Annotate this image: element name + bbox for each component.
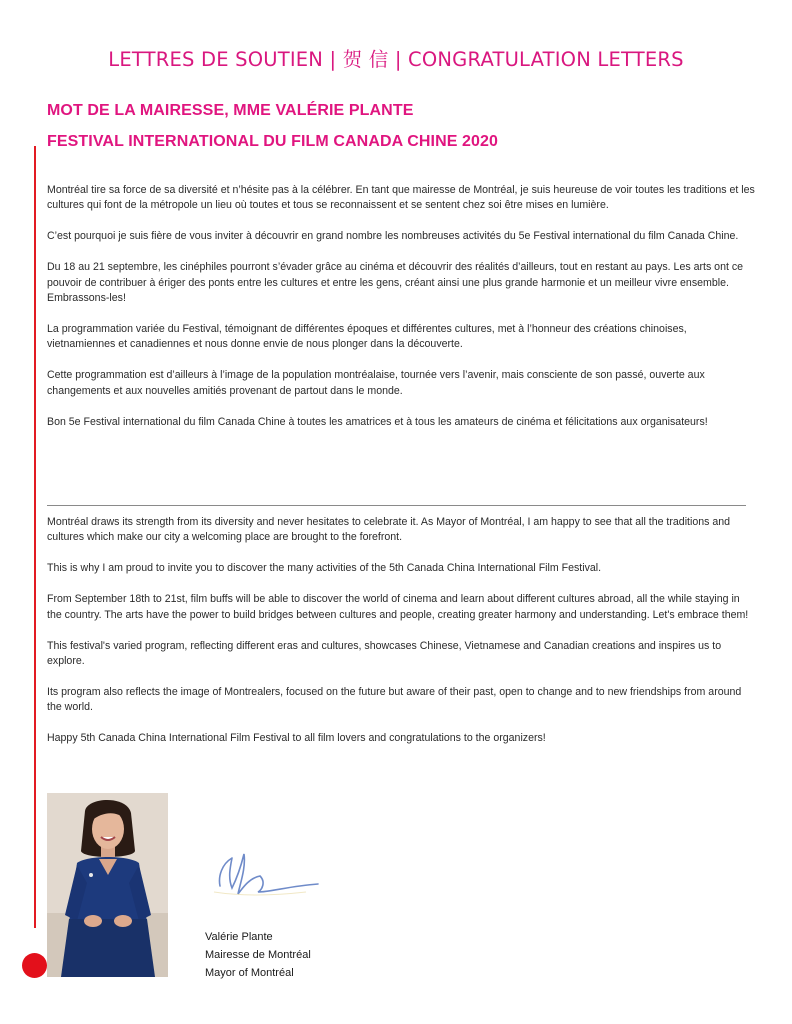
english-paragraph-4: This festival's varied program, reflecting different eras and cultures, showcases Chinese, Vietnamese and Canadian creations and inspires us to explore. (47, 639, 722, 667)
page-header-title: LETTRES DE SOUTIEN | 贺 信 | CONGRATULATION LETTERS (108, 48, 684, 71)
signatory-name: Valérie Plante (205, 931, 273, 943)
english-letter (47, 515, 757, 762)
signatory-title-english: Mayor of Montréal (205, 967, 294, 979)
signatory-title-french: Mairesse de Montréal (205, 949, 311, 961)
french-paragraph-3: Du 18 au 21 septembre, les cinéphiles pourront s’évader grâce au cinéma et découvrir des réalités d’ailleurs, tout en restant au pays. Les arts ont ce pouvoir de contribuer à ériger des ponts entre les cultures et entre les gens, créant ainsi une plus grande harmonie et un meilleur vivre ensemble. Embrassons-les! (47, 261, 744, 305)
french-paragraph-6: Bon 5e Festival international du film Canada Chine à toutes les amatrices et à tous les amateurs de cinéma et félicitations aux organisateurs! (47, 415, 708, 428)
french-paragraph-4: La programmation variée du Festival, témoignant de différentes époques et différentes cultures, met à l’honneur des créations chinoises, vietnamiennes et canadiennes et nous donne envie de nous plonger dans la découverte. (47, 322, 687, 351)
red-dot-decoration (22, 953, 47, 978)
signature-block (205, 928, 311, 982)
french-paragraph-2: C’est pourquoi je suis fière de vous inviter à découvrir en grand nombre les nombreuses activités du 5e Festival international du film Canada Chine. (47, 230, 739, 243)
english-paragraph-2: This is why I am proud to invite you to discover the many activities of the 5th Canada China International Film Festival. (47, 562, 602, 575)
english-paragraph-3: From September 18th to 21st, film buffs will be able to discover the world of cinema and learn about different cultures abroad, all the while staying in the country. The arts have the power to build bridges between cultures and people, creating greater harmony and understanding. Let's embrace them! (47, 593, 749, 621)
english-paragraph-1: Montréal draws its strength from its diversity and never hesitates to celebrate it. As Mayor of Montréal, I am happy to see that all the traditions and cultures which make our city a welcoming place are brought to the forefront. (47, 516, 731, 544)
handwritten-signature (210, 846, 325, 906)
headline-festival-name: FESTIVAL INTERNATIONAL DU FILM CANADA CHINE 2020 (47, 133, 499, 150)
english-paragraph-5: Its program also reflects the image of Montrealers, focused on the future but aware of their past, open to change and to new friendships from around the world. (47, 685, 742, 714)
english-paragraph-6: Happy 5th Canada China International Film Festival to all film lovers and congratulations to the organizers! (47, 732, 546, 745)
mayor-portrait-photo (47, 793, 168, 977)
french-paragraph-5: Cette programmation est d’ailleurs à l’image de la population montréalaise, tournée vers l’avenir, mais consciente de son passé, ouverte aux changements et aux nouvelles amitiés provenant de partout dans le monde. (47, 369, 705, 397)
french-paragraph-1: Montréal tire sa force de sa diversité et n’hésite pas à la célébrer. En tant que mairesse de Montréal, je suis heureuse de voir toutes les traditions et les cultures qui font de la métropole un lieu où toutes et tous se reconnaissent et se sentent chez soi être mises en lumière. (47, 184, 755, 212)
headline-mayor-message: MOT DE LA MAIRESSE, MME VALÉRIE PLANTE (47, 102, 414, 119)
left-vertical-rule (34, 146, 36, 928)
french-letter (47, 183, 757, 445)
language-divider (47, 505, 746, 506)
